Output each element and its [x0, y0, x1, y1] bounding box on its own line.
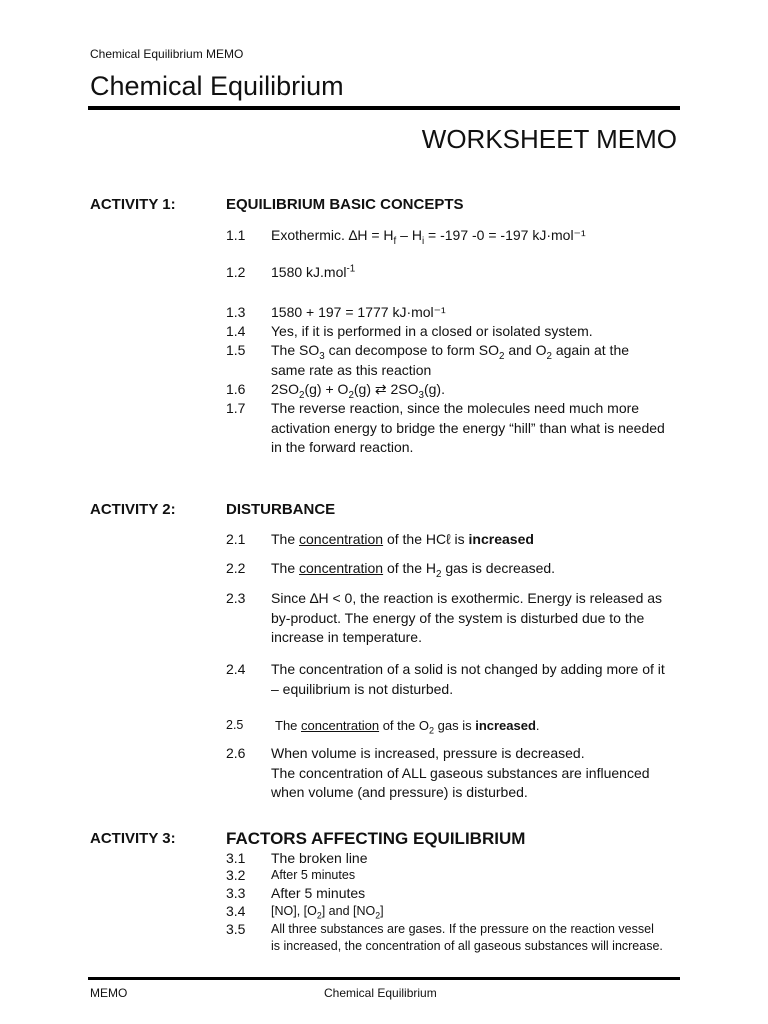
- activity-2-title: DISTURBANCE: [226, 501, 336, 518]
- item-1-4: [226, 322, 666, 342]
- item-text: The concentration of the $O_2$ gas is increased.: [275, 718, 540, 736]
- item-number: 2.5: [226, 718, 244, 732]
- item-number: 2.6: [226, 745, 246, 761]
- item-3-4: [226, 903, 666, 920]
- item-number: 2.1: [226, 531, 246, 547]
- activity-3-title: FACTORS AFFECTING EQUILIBRIUM: [226, 829, 526, 848]
- item-text: $2SO_2(g) + O_2(g)$ ⇄ $2SO_3(g)$.: [271, 381, 445, 401]
- item-1-1: [226, 226, 666, 246]
- activity-1-title: EQUILIBRIUM BASIC CONCEPTS: [226, 196, 464, 213]
- item-text: When volume is increased, pressure is decreased. The concentration of ALL gaseous substances are influenced when volume (and pressure) is disturbed.: [271, 745, 650, 800]
- item-1-7: [226, 399, 666, 458]
- activity-1-label: ACTIVITY 1:: [90, 196, 176, 213]
- item-number: 1.3: [226, 304, 246, 320]
- item-text: 1580 + 197 = 1777 kJ·mol⁻¹: [271, 304, 446, 320]
- item-text: The concentration of a solid is not changed by adding more of it – equilibrium is not disturbed.: [271, 661, 665, 697]
- worksheet-memo-title: WORKSHEET MEMO: [421, 124, 677, 154]
- item-2-4: [226, 660, 666, 699]
- item-1-3: [226, 303, 666, 323]
- item-number: 3.5: [226, 921, 246, 937]
- activity-3-label: ACTIVITY 3:: [90, 830, 176, 847]
- item-text: After 5 minutes: [271, 885, 366, 901]
- item-2-1: [226, 530, 666, 550]
- item-text: The broken line: [271, 850, 368, 866]
- item-text: After 5 minutes: [271, 868, 356, 882]
- item-text: [NO], $[O_2]$ and $[NO_2]$: [271, 904, 384, 921]
- item-3-2: [226, 867, 666, 884]
- footer-left: MEMO: [90, 986, 128, 1000]
- item-2-2: [226, 559, 666, 579]
- item-text: 1580 kJ.mol$^{-1}$: [271, 263, 356, 280]
- item-number: 1.4: [226, 323, 246, 339]
- item-number: 1.2: [226, 264, 246, 280]
- item-2-5: [226, 716, 666, 736]
- item-text: Exothermic. $\Delta H = H_f - H_i = -197$ -0 = -197 kJ·mol⁻¹: [271, 227, 586, 247]
- item-number: 3.1: [226, 850, 246, 866]
- item-number: 2.2: [226, 560, 246, 576]
- item-text: All three substances are gases. If the pressure on the reaction vessel is increased, the concentration of all gaseous substances will increase.: [271, 922, 663, 953]
- item-number: 2.4: [226, 661, 246, 677]
- item-number: 1.7: [226, 400, 246, 416]
- activity-2-label: ACTIVITY 2:: [90, 501, 176, 518]
- item-2-6: [226, 744, 666, 803]
- item-number: 3.3: [226, 885, 246, 901]
- document-title: Chemical Equilibrium: [90, 71, 344, 101]
- item-number: 3.2: [226, 867, 246, 883]
- item-number: 1.1: [226, 227, 246, 243]
- top-rule: [88, 106, 680, 110]
- item-text: The concentration of the $H_2$ gas is decreased.: [271, 560, 556, 580]
- item-number: 1.6: [226, 381, 246, 397]
- item-3-1: [226, 849, 666, 869]
- footer-center: Chemical Equilibrium: [324, 986, 437, 1000]
- item-1-2: [226, 263, 666, 283]
- item-text: Yes, if it is performed in a closed or isolated system.: [271, 323, 593, 339]
- bottom-rule: [88, 977, 680, 980]
- item-text: Since ∆H < 0, the reaction is exothermic. Energy is released as by-product. The energy of the system is disturbed due to the increase in temperature.: [271, 590, 663, 645]
- item-number: 1.5: [226, 342, 246, 358]
- item-3-3: [226, 884, 666, 904]
- item-number: 2.3: [226, 590, 246, 606]
- item-3-5: [226, 921, 666, 955]
- item-1-6: [226, 380, 666, 400]
- item-number: 3.4: [226, 903, 246, 919]
- item-text: The concentration of the HCℓ is increased: [271, 531, 534, 547]
- item-2-3: [226, 589, 666, 648]
- item-text: The $SO_3$ can decompose to form $SO_2$ and $O_2$ again at the same rate as this reaction: [271, 342, 630, 378]
- item-text: The reverse reaction, since the molecules need much more activation energy to bridge the energy “hill” than what is needed in the forward reaction.: [271, 400, 665, 455]
- item-1-5: [226, 341, 666, 380]
- running-header: Chemical Equilibrium MEMO: [90, 47, 244, 61]
